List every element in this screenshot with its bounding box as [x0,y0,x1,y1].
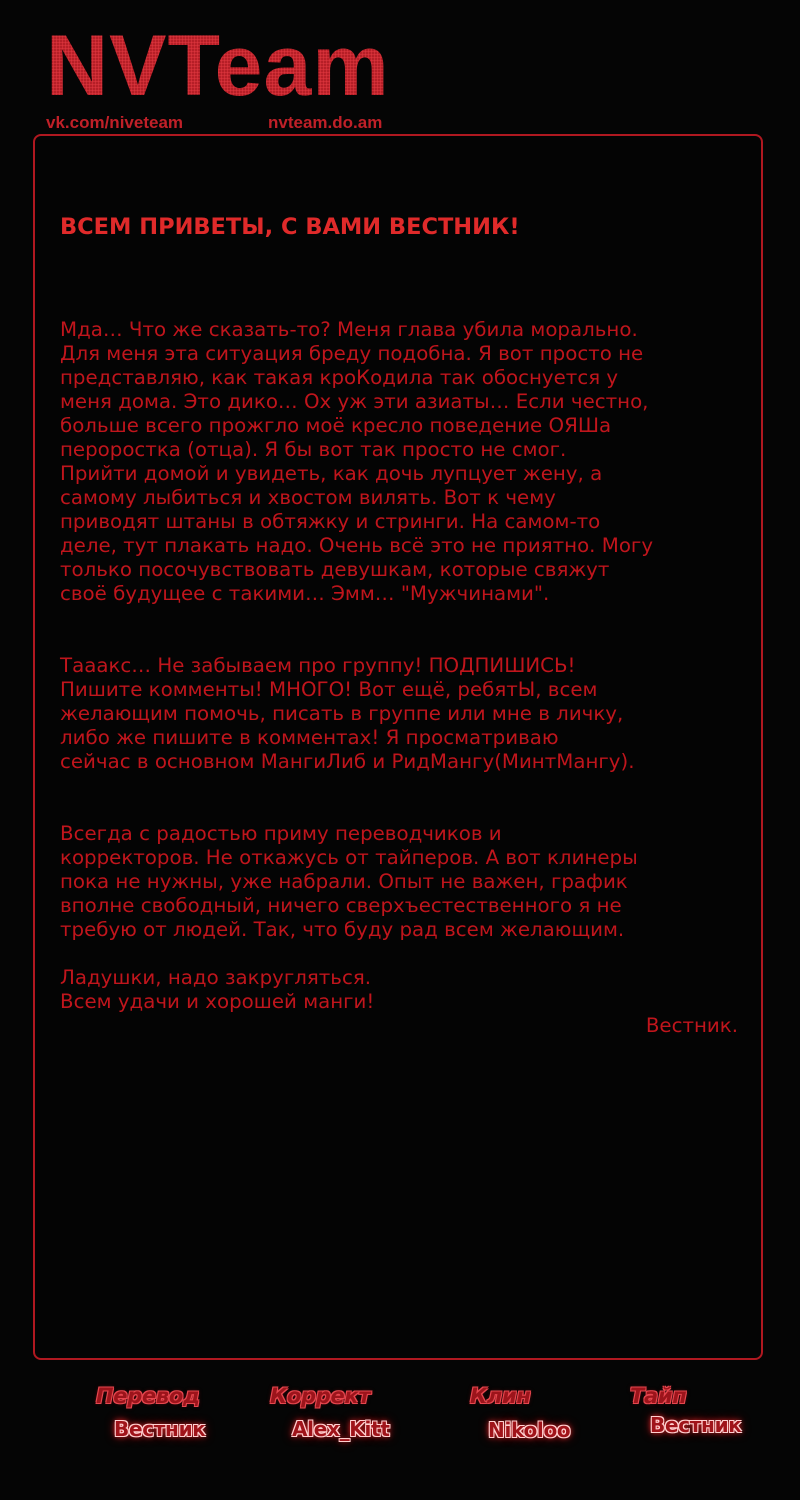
message-paragraph-3: Всегда с радостью приму переводчиков и корректоров. Не откажусь от тайперов. А вот клинеры пока не нужны, уже набрали. Опыт не важен, график вполне свободный, ничего сверхъестественного я не требую от людей. Так, что буду рад всем желающим. [60,822,638,941]
message-paragraph-4: Ладушки, надо закругляться. Всем удачи и хорошей манги! [60,966,375,1013]
credit-role-cleaning: Клин [470,1384,531,1408]
credit-role-translation: Перевод [96,1384,200,1408]
credit-role-typesetting: Тайп [630,1384,687,1408]
credit-name-typesetting: Вестник [650,1413,742,1437]
credit-role-proofreading: Коррект [270,1384,371,1408]
message-headline: ВСЕМ ПРИВЕТЫ, С ВАМИ ВЕСТНИК! [60,214,520,240]
credit-name-translation: Вестник [114,1417,206,1441]
message-paragraph-2: Тааакс… Не забываем про группу! ПОДПИШИСЬ! Пишите комменты! МНОГО! Вот ещё, ребятЫ, всем желающим помочь, писать в группе или мне в личку, либо же пишите в комментах! Я просматриваю сейчас в основном МангиЛиб и РидМангу(МинтМангу). [60,654,635,773]
vk-link[interactable]: vk.com/niveteam [46,113,184,132]
message-signature: Вестник. [645,1014,738,1037]
credit-name-proofreading: Alex_Kitt [292,1417,390,1441]
credit-name-cleaning: Nikoloo [488,1418,571,1442]
website-link[interactable]: nvteam.do.am [268,113,383,132]
message-paragraph-1: Мда… Что же сказать-то? Меня глава убила морально. Для меня эта ситуация бреду подобна. Я вот просто не представляю, как такая кроКодила так обоснуется у меня дома. Это дико… Ох уж эти азиаты… Если честно, больше всего прожгло моё кресло поведение ОЯШа пероростка (отца). Я бы вот так просто не смог. Прийти домой и увидеть, как дочь лупцует жену, а самому лыбиться и хвостом вилять. Вот к чему приводят штаны в обтяжку и стринги. На самом-то деле, тут плакать надо. Очень всё это не приятно. Могу только посочувствовать девушкам, которые свяжут своё будущее с такими… Эмм… "Мужчинами". [60,318,654,605]
team-logo: NVTeam [46,18,390,114]
